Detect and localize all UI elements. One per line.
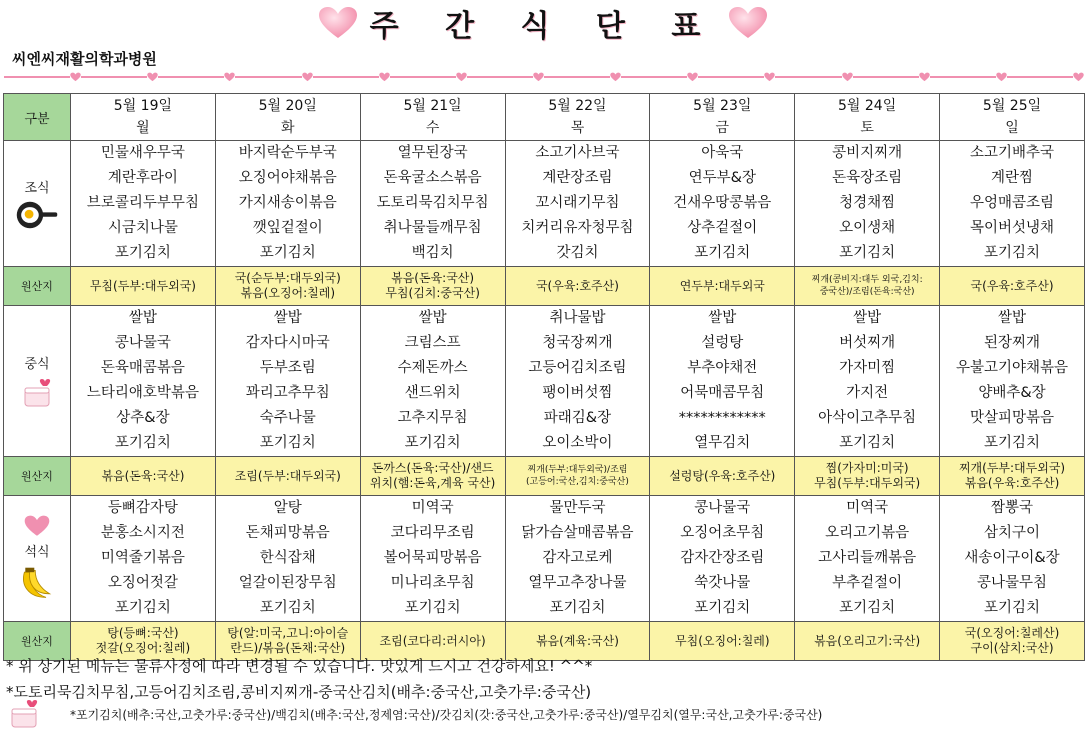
meal-cell: [505, 141, 650, 267]
origin-label: 원산지: [4, 457, 71, 496]
origin-text: 중국산)/조림(돈육:국산): [819, 287, 915, 297]
menu-item: 포기김치: [839, 245, 896, 261]
meal-cell: [650, 306, 795, 457]
day-date: 5월 19일: [113, 98, 173, 114]
menu-item: 맛살피망볶음: [970, 410, 1055, 426]
origin-row: [4, 267, 1085, 306]
weekly-menu-table: [3, 93, 1085, 661]
menu-item: 열무김치: [694, 435, 751, 451]
menu-item: 샌드위치: [404, 385, 461, 401]
mini-heart-icon: [302, 72, 313, 82]
menu-item: 소고기배추국: [970, 145, 1055, 161]
menu-item: 고사리들깨볶음: [818, 550, 917, 566]
meal-row: [4, 141, 1085, 267]
menu-item: 삼치구이: [984, 525, 1041, 541]
origin-cell: [795, 457, 940, 496]
origin-text: (고등어:국산,김치:중국산): [526, 477, 629, 487]
origin-label: 원산지: [4, 267, 71, 306]
origin-cell: [360, 457, 505, 496]
menu-item: 쌀밥: [418, 310, 447, 326]
meal-cell: [795, 496, 940, 622]
origin-cell: [940, 267, 1085, 306]
mini-heart-icon: [533, 72, 544, 82]
menu-item: 건새우땅콩볶음: [673, 195, 772, 211]
origin-text: 볶음(돈육:국산): [391, 271, 475, 285]
menu-item: 포기김치: [549, 600, 606, 616]
menu-item: 콩비지찌개: [832, 145, 903, 161]
menu-item: 돈육매콤볶음: [100, 360, 185, 376]
menu-item: 쑥갓나물: [694, 575, 751, 591]
menu-item: 어묵매콤무침: [680, 385, 765, 401]
menu-item: 브로콜리두부무침: [86, 195, 199, 211]
divider-line: [81, 76, 147, 78]
menu-item: 가지새송이볶음: [238, 195, 337, 211]
menu-item: 양배추&장: [978, 385, 1046, 401]
day-header: [795, 94, 940, 141]
day-header: [650, 94, 795, 141]
day-date: 5월 22일: [548, 98, 607, 114]
origin-text: 무침(김치:중국산): [385, 286, 480, 300]
menu-item: 청국장찌개: [542, 335, 613, 351]
menu-item: 분홍소시지전: [100, 525, 185, 541]
menu-item: 오이생채: [839, 220, 896, 236]
menu-item: 쌀밥: [853, 310, 882, 326]
meal-label: 조식: [24, 181, 50, 196]
menu-item: 연두부&장: [688, 170, 756, 186]
origin-text: 란드)/볶음(돈채:국산): [230, 641, 346, 655]
menu-item: 고등어김치조림: [528, 360, 627, 376]
fried-egg-pan-icon: [15, 200, 59, 230]
menu-item: 느타리애호박볶음: [86, 385, 199, 401]
menu-item: 미역국: [411, 500, 454, 516]
meal-cell: [940, 496, 1085, 622]
menu-item: 크림스프: [404, 335, 461, 351]
divider-line: [4, 76, 70, 78]
menu-item: 두부조림: [259, 360, 316, 376]
divider-line: [313, 76, 379, 78]
mini-heart-icon: [610, 72, 621, 82]
menu-item: 포기김치: [694, 600, 751, 616]
menu-item: 콩나물국: [114, 335, 171, 351]
menu-item: 감자고로케: [542, 550, 613, 566]
day-header: [505, 94, 650, 141]
heart-divider: [4, 70, 1084, 84]
divider-line: [775, 76, 841, 78]
origin-text: 찌개(두부:대두외국)/조림: [527, 465, 628, 475]
meal-cell: [505, 306, 650, 457]
divider-line: [1007, 76, 1073, 78]
origin-text: 국(오징어:칠레산): [964, 626, 1060, 640]
heart-icon: [24, 515, 50, 537]
menu-item: 돈육장조림: [832, 170, 903, 186]
menu-item: 포기김치: [984, 600, 1041, 616]
menu-item: 한식잡채: [259, 550, 316, 566]
origin-text: 찜(가자미:미국): [825, 461, 909, 475]
mini-heart-icon: [996, 72, 1007, 82]
menu-item: 부추겉절이: [832, 575, 903, 591]
menu-item: 포기김치: [259, 245, 316, 261]
menu-item: 버섯찌개: [839, 335, 896, 351]
menu-item: 돈육굴소스볶음: [383, 170, 482, 186]
divider-segment: [390, 72, 467, 82]
menu-item: 감자간장조림: [680, 550, 765, 566]
menu-item: 포기김치: [694, 245, 751, 261]
divider-segment: [313, 72, 390, 82]
menu-item: 포기김치: [259, 600, 316, 616]
origin-cell: [215, 267, 360, 306]
menu-item: 상추겉절이: [687, 220, 758, 236]
origin-text: 국(우육:호주산): [970, 278, 1054, 293]
menu-item: 쌀밥: [273, 310, 302, 326]
menu-item: 된장찌개: [984, 335, 1041, 351]
origin-text: 국(우육:호주산): [535, 278, 619, 293]
menu-item: 짬뽕국: [991, 500, 1034, 516]
divider-segment: [544, 72, 621, 82]
origin-text: 무침(오징어:칠레): [675, 633, 770, 648]
meal-cell: [795, 306, 940, 457]
menu-item: 치커리유자청무침: [521, 220, 634, 236]
day-date: 5월 21일: [403, 98, 462, 114]
menu-item: 취나물들깨무침: [383, 220, 482, 236]
origin-text: 젓갈(오징어:칠레): [95, 641, 191, 655]
menu-item: 포기김치: [404, 600, 461, 616]
meal-cell: [215, 496, 360, 622]
mini-heart-icon: [842, 72, 853, 82]
menu-item: 청경채찜: [839, 195, 896, 211]
divider-line: [930, 76, 996, 78]
origin-text: 구이(삼치:국산): [970, 641, 1054, 655]
origin-text: 조림(코다리:러시아): [379, 633, 486, 648]
menu-item: 부추야채전: [687, 360, 758, 376]
menu-item: 꼬시래기무침: [535, 195, 620, 211]
menu-item: 오징어초무침: [680, 525, 765, 541]
mini-heart-icon: [224, 72, 235, 82]
menu-item: 쌀밥: [708, 310, 737, 326]
origin-text: 돈까스(돈육:국산)/샌드: [371, 461, 494, 475]
origin-cell: [650, 267, 795, 306]
origin-text: 연두부:대두외국: [679, 278, 765, 293]
divider-line: [853, 76, 919, 78]
menu-item: 고추지무침: [397, 410, 468, 426]
hospital-name: 씨엔씨재활의학과병원: [12, 50, 157, 68]
divider-line: [467, 76, 533, 78]
origin-cell: [215, 457, 360, 496]
heart-icon: [728, 6, 768, 40]
meal-cell: [215, 306, 360, 457]
menu-item: 계란후라이: [107, 170, 178, 186]
meal-label: 중식: [24, 356, 50, 372]
origin-cell: [71, 267, 216, 306]
divider-segment: [158, 72, 235, 82]
origin-row: [4, 457, 1085, 496]
menu-item: 아욱국: [701, 145, 744, 161]
notes: [6, 653, 1082, 725]
menu-item: 파래김&장: [543, 410, 612, 426]
day-header: [71, 94, 216, 141]
origin-text: 볶음(우육:호주산): [964, 476, 1060, 490]
meal-row: [4, 306, 1085, 457]
meal-cell: [360, 496, 505, 622]
day-weekday: 화: [281, 120, 295, 136]
menu-item: 설렁탕: [701, 335, 744, 351]
menu-item: 오징어젓갈: [107, 575, 178, 591]
mini-heart-icon: [1073, 72, 1084, 82]
origin-text: 볶음(돈육:국산): [101, 468, 185, 483]
menu-item: 오이소박이: [542, 435, 613, 451]
day-weekday: 일: [1005, 120, 1019, 136]
menu-item: 꽈리고추무침: [245, 385, 330, 401]
menu-item: 등뼈감자탕: [107, 500, 178, 516]
mini-heart-icon: [764, 72, 775, 82]
meal-cell: [650, 141, 795, 267]
menu-item: 팽이버섯찜: [542, 385, 613, 401]
menu-item: 감자다시마국: [245, 335, 330, 351]
cake-icon: [18, 376, 56, 410]
meal-cell: [940, 141, 1085, 267]
divider-segment: [698, 72, 775, 82]
note-line: *포기김치(배추:국산,고춧가루:중국산)/백김치(배추:국산,정제염:국산)/갓김치(갓:중국산,고춧가루:중국산)/열무김치(열무:국산,고춧가루:중국산): [70, 708, 823, 722]
cake-icon: [6, 697, 42, 731]
menu-item: 우불고기야채볶음: [956, 360, 1069, 376]
menu-item: 열무고추장나물: [528, 575, 627, 591]
menu-item: 오리고기볶음: [825, 525, 910, 541]
origin-text: 무침(두부:대두외국): [814, 476, 921, 490]
divider-line: [390, 76, 456, 78]
corner-label: 구분: [4, 94, 71, 141]
meal-cell: [940, 306, 1085, 457]
origin-text: 찌개(두부:대두외국): [958, 461, 1066, 475]
menu-item: 물만두국: [549, 500, 606, 516]
meal-cell: [71, 496, 216, 622]
menu-item: 수제돈까스: [397, 360, 468, 376]
menu-item: 오징어야채볶음: [238, 170, 337, 186]
day-header: [940, 94, 1085, 141]
divider-segment: [4, 72, 81, 82]
divider-segment: [81, 72, 158, 82]
meal-label: 석식: [24, 545, 50, 560]
menu-item: 얼갈이된장무침: [238, 575, 337, 591]
menu-item: 콩나물국: [694, 500, 751, 516]
meal-label-cell: [4, 496, 71, 622]
origin-cell: [795, 267, 940, 306]
menu-item: 상추&장: [116, 410, 170, 426]
mini-heart-icon: [70, 72, 81, 82]
meal-cell: [650, 496, 795, 622]
divider-line: [544, 76, 610, 78]
note-line: * 위 상기된 메뉴는 물류사정에 따라 변경될 수 있습니다. 맛있게 드시고 건강하세요! ^^*: [6, 657, 593, 675]
divider-segment: [853, 72, 930, 82]
menu-item: 우엉매콤조림: [970, 195, 1055, 211]
origin-text: 무침(두부:대두외국): [89, 278, 196, 293]
meal-cell: [505, 496, 650, 622]
mini-heart-icon: [147, 72, 158, 82]
menu-item: 볼어묵피망볶음: [383, 550, 482, 566]
meal-cell: [360, 306, 505, 457]
divider-line: [235, 76, 301, 78]
origin-cell: [940, 457, 1085, 496]
origin-text: 볶음(계육:국산): [535, 633, 619, 648]
day-weekday: 목: [570, 120, 585, 136]
divider-line: [621, 76, 687, 78]
origin-text: 설렁탕(우육:호주산): [669, 468, 776, 483]
origin-text: 탕(알:미국,고니:아이슬: [227, 626, 349, 640]
menu-item: 포기김치: [984, 435, 1041, 451]
day-date: 5월 23일: [693, 98, 752, 114]
menu-item: 열무된장국: [397, 145, 468, 161]
mini-heart-icon: [687, 72, 698, 82]
menu-item: 취나물밥: [549, 310, 606, 326]
origin-text: 볶음(오징어:칠레): [240, 286, 336, 300]
menu-item: 시금치나물: [107, 220, 178, 236]
page-title: 주 간 식 단 표: [369, 9, 719, 44]
origin-cell: [71, 457, 216, 496]
menu-item: 포기김치: [404, 435, 461, 451]
heart-icon: [318, 6, 358, 40]
menu-item: 계란찜: [991, 170, 1034, 186]
day-header: [360, 94, 505, 141]
menu-item: 목이버섯냉채: [970, 220, 1055, 236]
day-date: 5월 24일: [838, 98, 897, 114]
origin-text: 볶음(오리고기:국산): [814, 633, 921, 648]
day-weekday: 토: [860, 120, 874, 136]
menu-item: 포기김치: [259, 435, 316, 451]
menu-item: 숙주나물: [259, 410, 316, 426]
menu-item: 바지락순두부국: [238, 145, 337, 161]
divider-segment: [1007, 72, 1084, 82]
menu-item: 포기김치: [839, 600, 896, 616]
menu-item: 포기김치: [114, 435, 171, 451]
menu-item: 갓김치: [556, 245, 599, 261]
menu-item: 콩나물무침: [977, 575, 1048, 591]
day-weekday: 월: [136, 120, 150, 136]
menu-item: 코다리무조림: [390, 525, 475, 541]
menu-item: 소고기사브국: [535, 145, 620, 161]
menu-item: 쌀밥: [998, 310, 1027, 326]
day-weekday: 금: [715, 120, 730, 136]
meal-cell: [71, 306, 216, 457]
menu-item: 깻잎겉절이: [252, 220, 323, 236]
menu-item: 가지전: [846, 385, 889, 401]
menu-item: ************: [678, 410, 766, 426]
meal-label-cell: [4, 141, 71, 267]
day-date: 5월 25일: [982, 98, 1042, 114]
mini-heart-icon: [919, 72, 930, 82]
day-header: [215, 94, 360, 141]
origin-text: 찌개(콩비지:대두 외국,김치:: [811, 275, 923, 285]
origin-cell: [360, 267, 505, 306]
menu-item: 미나리초무침: [390, 575, 475, 591]
menu-item: 닭가슴살매콤볶음: [521, 525, 634, 541]
menu-item: 도토리묵김치무침: [376, 195, 489, 211]
meal-cell: [71, 141, 216, 267]
origin-cell: [650, 457, 795, 496]
origin-cell: [505, 457, 650, 496]
divider-segment: [235, 72, 312, 82]
divider-segment: [621, 72, 698, 82]
menu-item: 돈채피망볶음: [245, 525, 330, 541]
menu-item: 민물새우무국: [100, 145, 185, 161]
divider-segment: [467, 72, 544, 82]
menu-item: 백김치: [411, 245, 454, 261]
date-header-row: [4, 94, 1085, 141]
day-weekday: 수: [425, 120, 440, 136]
mini-heart-icon: [456, 72, 467, 82]
menu-item: 알탕: [273, 500, 302, 516]
divider-line: [158, 76, 224, 78]
origin-label: 원산지: [4, 622, 71, 661]
divider-segment: [930, 72, 1007, 82]
menu-item: 쌀밥: [128, 310, 157, 326]
origin-text: 조림(두부:대두외국): [234, 468, 341, 483]
mini-heart-icon: [379, 72, 390, 82]
menu-item: 미역줄기볶음: [100, 550, 185, 566]
day-date: 5월 20일: [258, 98, 317, 114]
origin-text: 탕(등뼈:국산): [107, 626, 179, 640]
menu-item: 아삭이고추무침: [818, 410, 917, 426]
menu-item: 포기김치: [984, 245, 1041, 261]
banana-icon: [19, 564, 55, 602]
meal-cell: [795, 141, 940, 267]
origin-text: 국(순두부:대두외국): [234, 271, 341, 285]
menu-item: 가자미찜: [839, 360, 896, 376]
meal-row: [4, 496, 1085, 622]
menu-item: 새송이구이&장: [964, 550, 1060, 566]
menu-item: 포기김치: [114, 600, 171, 616]
menu-item: 포기김치: [114, 245, 171, 261]
note-line: *도토리묵김치무침,고등어김치조림,콩비지찌개-중국산김치(배추:중국산,고춧가루:중국산): [6, 683, 592, 701]
meal-label-cell: [4, 306, 71, 457]
menu-item: 포기김치: [839, 435, 896, 451]
origin-cell: [505, 267, 650, 306]
title-bar: [0, 0, 1086, 46]
origin-text: 위치(햄:돈육,계육 국산): [369, 476, 496, 490]
divider-segment: [775, 72, 852, 82]
meal-cell: [215, 141, 360, 267]
menu-item: 계란장조림: [542, 170, 613, 186]
menu-item: 미역국: [846, 500, 889, 516]
meal-cell: [360, 141, 505, 267]
divider-line: [698, 76, 764, 78]
